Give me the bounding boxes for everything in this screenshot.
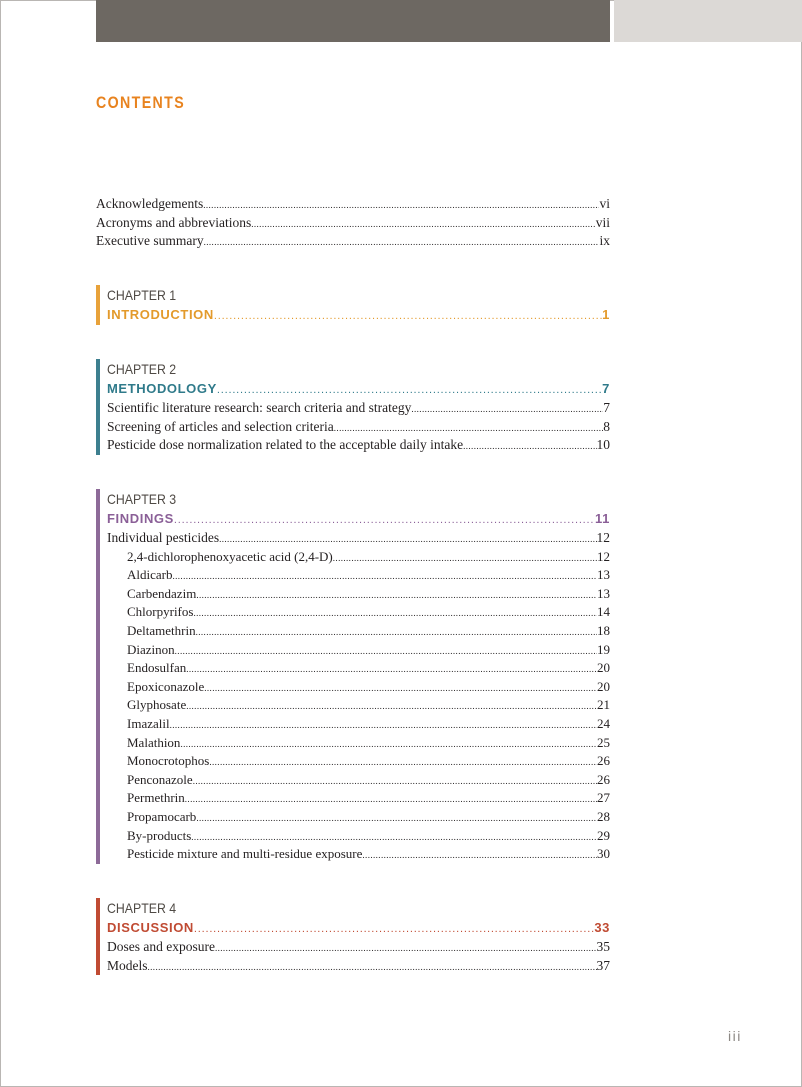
toc-entry-title: Monocrotophos <box>127 753 210 769</box>
toc-entry-title: Permethrin <box>127 790 185 806</box>
dot-leader <box>203 196 599 215</box>
toc-entry-page: 20 <box>597 678 610 694</box>
toc-subentry[interactable] <box>107 548 610 567</box>
dot-leader <box>209 753 597 772</box>
toc-entry-page: 30 <box>597 846 610 862</box>
chapter-3-section <box>96 489 610 864</box>
toc-entry-page: 21 <box>597 697 610 713</box>
toc-entry-page: vi <box>599 196 610 211</box>
dot-leader <box>333 549 597 568</box>
chapter-title-introduction[interactable] <box>107 305 610 325</box>
toc-entry-page: 37 <box>596 957 610 973</box>
toc-entry-page: vii <box>595 214 610 230</box>
dot-leader <box>215 939 597 958</box>
chapter-page: 7 <box>602 381 610 396</box>
toc-entry-title: Endosulfan <box>127 660 187 676</box>
toc-entry-page: 26 <box>597 771 610 787</box>
toc-entry-title: Deltamethrin <box>127 622 196 638</box>
dot-leader <box>172 567 597 586</box>
dot-leader <box>185 790 597 809</box>
toc-subentry[interactable] <box>107 845 610 864</box>
dot-leader <box>334 419 603 438</box>
contents-heading: CONTENTS <box>96 94 186 112</box>
toc-entry-title: Acronyms and abbreviations <box>96 214 252 230</box>
header-bar-light <box>614 0 802 42</box>
chapter-page: 1 <box>602 307 610 322</box>
dot-leader <box>204 233 600 252</box>
toc-subentry[interactable] <box>107 808 610 827</box>
chapter-title: INTRODUCTION <box>107 307 214 322</box>
toc-entry-page: 13 <box>597 567 610 583</box>
header-bar-dark <box>96 0 610 42</box>
dot-leader <box>193 604 597 623</box>
toc-entry[interactable] <box>107 399 610 418</box>
dot-leader <box>251 215 596 234</box>
toc-subentry[interactable] <box>107 696 610 715</box>
dot-leader <box>204 679 597 698</box>
dot-leader <box>214 306 602 326</box>
toc-entry-title: Malathion <box>127 734 181 750</box>
toc-entry-title: Screening of articles and selection criteria <box>107 418 334 434</box>
toc-entry-page: 7 <box>603 400 610 415</box>
toc-entry-title: Epoxiconazole <box>127 678 205 694</box>
toc-entry-title: Chlorpyrifos <box>127 604 194 620</box>
chapter-label: CHAPTER 1 <box>107 287 177 303</box>
chapter-title: METHODOLOGY <box>107 381 217 396</box>
toc-subentry[interactable] <box>107 827 610 846</box>
toc-entry[interactable] <box>107 957 610 976</box>
toc-subentry[interactable] <box>107 566 610 585</box>
toc-entry-title: Scientific literature research: search criteria and strategy <box>107 400 412 415</box>
toc-entry[interactable] <box>107 938 610 957</box>
toc-entry-page: 13 <box>597 585 610 601</box>
toc-entry[interactable] <box>107 529 610 548</box>
toc-entry-acknowledgements[interactable] <box>96 195 610 214</box>
toc-subentry[interactable] <box>107 771 610 790</box>
toc-entry-title: Pesticide mixture and multi-residue exposure <box>127 846 363 862</box>
toc-entry-title: Glyphosate <box>127 697 187 713</box>
dot-leader <box>193 772 597 791</box>
toc-subentry[interactable] <box>107 585 610 604</box>
toc-entry-page: 19 <box>597 641 610 657</box>
toc-subentry[interactable] <box>107 752 610 771</box>
chapter-title: FINDINGS <box>107 511 174 526</box>
toc-entry-page: 10 <box>596 437 610 453</box>
toc-entry-title: Penconazole <box>127 771 193 787</box>
chapter-title-findings[interactable] <box>107 509 610 529</box>
dot-leader <box>148 958 597 977</box>
toc-entry-title: By-products <box>127 827 192 843</box>
chapter-label: CHAPTER 2 <box>107 361 177 377</box>
chapter-4-section <box>96 898 610 975</box>
toc-entry-executive-summary[interactable] <box>96 232 610 251</box>
chapter-page: 11 <box>595 511 610 526</box>
toc-entry[interactable] <box>107 436 610 455</box>
dot-leader <box>186 660 597 679</box>
dot-leader <box>175 642 597 661</box>
chapter-label: CHAPTER 4 <box>107 900 177 916</box>
dot-leader <box>174 510 595 530</box>
toc-entry-title: Propamocarb <box>127 808 197 824</box>
dot-leader <box>186 697 597 716</box>
toc-entry-title: Individual pesticides <box>107 530 220 545</box>
toc-subentry[interactable] <box>107 678 610 697</box>
toc-entry-acronyms[interactable] <box>96 214 610 233</box>
toc-entry-page: 12 <box>596 530 610 545</box>
toc-entry-page: 18 <box>597 622 610 638</box>
toc-subentry[interactable] <box>107 789 610 808</box>
toc-entry-page: 24 <box>597 715 610 731</box>
toc-entry[interactable] <box>107 418 610 437</box>
dot-leader <box>362 846 597 865</box>
toc-entry-title: 2,4-dichlorophenoxyacetic acid (2,4-D) <box>127 548 333 564</box>
dot-leader <box>170 716 597 735</box>
dot-leader <box>196 809 597 828</box>
chapter-title-methodology[interactable] <box>107 379 610 399</box>
toc-entry-title: Acknowledgements <box>96 196 204 211</box>
toc-entry-title: Aldicarb <box>127 567 173 583</box>
toc-subentry[interactable] <box>107 734 610 753</box>
toc-entry-page: 12 <box>597 548 610 564</box>
chapter-1-section <box>96 285 610 325</box>
dot-leader <box>411 400 603 419</box>
toc-entry-page: 28 <box>597 808 610 824</box>
toc-entry-page: 25 <box>597 734 610 750</box>
front-matter-list <box>96 195 610 251</box>
chapter-label: CHAPTER 3 <box>107 491 177 507</box>
chapter-title: DISCUSSION <box>107 920 194 935</box>
page-number: iii <box>728 1028 742 1044</box>
dot-leader <box>463 437 596 456</box>
toc-subentry[interactable] <box>107 603 610 622</box>
toc-entry-page: ix <box>599 233 610 249</box>
dot-leader <box>196 623 597 642</box>
toc-subentry[interactable] <box>107 622 610 641</box>
toc-subentry[interactable] <box>107 659 610 678</box>
chapter-title-discussion[interactable] <box>107 918 610 938</box>
toc-entry-title: Pesticide dose normalization related to the acceptable daily intake <box>107 437 464 453</box>
toc-entry-title: Imazalil <box>127 715 170 731</box>
toc-entry-page: 29 <box>597 827 610 843</box>
toc-entry-page: 35 <box>596 939 610 954</box>
dot-leader <box>196 586 597 605</box>
toc-entry-page: 20 <box>597 660 610 676</box>
toc-subentry[interactable] <box>107 641 610 660</box>
dot-leader <box>180 735 597 754</box>
toc-entry-page: 26 <box>597 753 610 769</box>
chapter-2-section <box>96 359 610 455</box>
dot-leader <box>191 828 597 847</box>
dot-leader <box>217 380 602 400</box>
chapter-page: 33 <box>594 920 610 935</box>
toc-entry-title: Executive summary <box>96 233 204 249</box>
toc-entry-page: 27 <box>597 790 610 806</box>
toc-entry-title: Doses and exposure <box>107 939 215 954</box>
toc-entry-page: 8 <box>603 418 610 434</box>
toc-entry-title: Diazinon <box>127 641 175 657</box>
toc-entry-title: Carbendazim <box>127 585 197 601</box>
toc-entry-title: Models <box>107 957 148 973</box>
dot-leader <box>219 530 596 549</box>
dot-leader <box>194 919 594 939</box>
toc-subentry[interactable] <box>107 715 610 734</box>
toc-entry-page: 14 <box>597 604 610 620</box>
